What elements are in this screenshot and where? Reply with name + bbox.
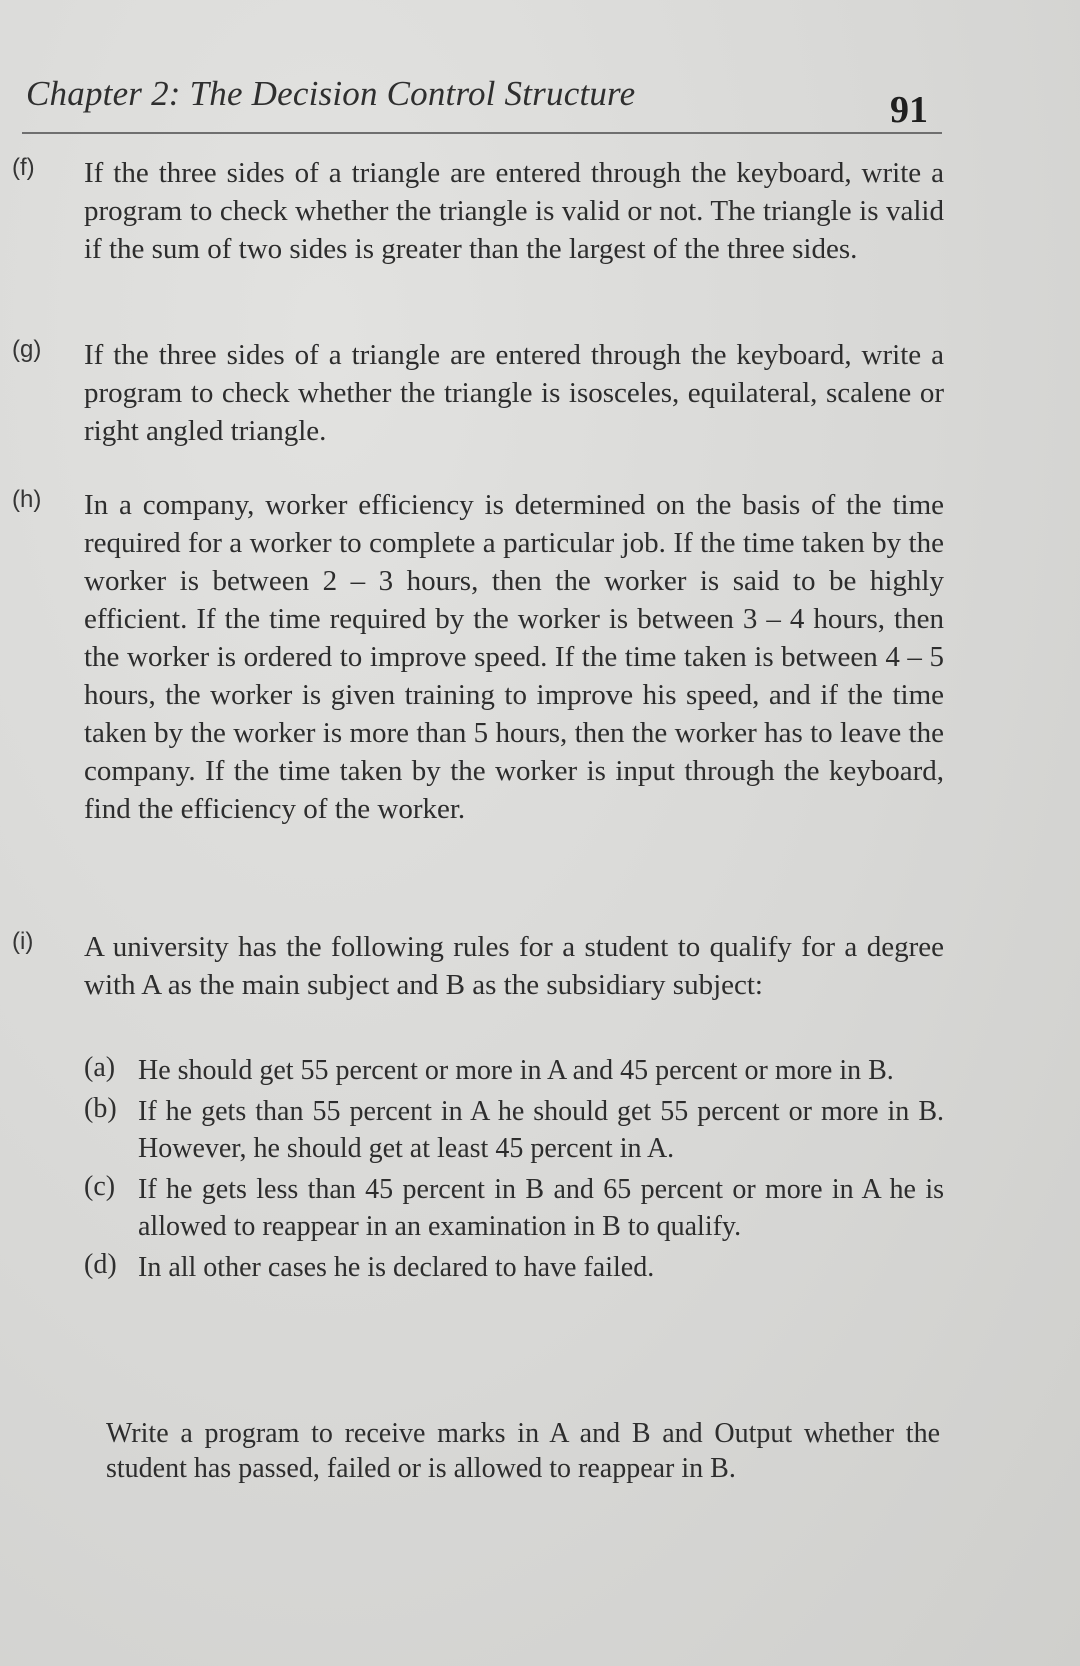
exercise-marker: (f) (12, 154, 35, 181)
rule-item-a (84, 1052, 944, 1089)
page-number: 91 (890, 89, 928, 131)
rule-marker: (a) (84, 1052, 116, 1083)
rule-marker: (c) (84, 1171, 116, 1202)
rule-text: He should get 55 percent or more in A and 45 percent or more in B. (138, 1055, 894, 1086)
rules-list (84, 1052, 944, 1290)
chapter-title: Chapter 2: The Decision Control Structure (26, 74, 636, 113)
rule-item-d (84, 1249, 944, 1286)
rule-text: If he gets than 55 percent in A he should get 55 percent or more in B. However, he should get at least 45 percent in A. (138, 1096, 944, 1164)
exercise-text: If the three sides of a triangle are entered through the keyboard, write a program to check whether the triangle is isosceles, equilateral, scalene or right angled triangle. (84, 339, 944, 447)
exercise-text: A university has the following rules for a student to qualify for a degree with A as the main subject and B as the subsidiary subject: (84, 931, 944, 1001)
exercise-marker: (i) (12, 928, 34, 955)
rule-text: In all other cases he is declared to have failed. (138, 1252, 655, 1283)
exercise-text: In a company, worker efficiency is determined on the basis of the time required for a worker to complete a particular job. If the time taken by the worker is between 2 – 3 hours, then the worker is said to be highly efficient. If the time required by the worker is between 3 – 4 hours, then the worker is ordered to improve speed. If the time taken is between 4 – 5 hours, the worker is given training to improve his speed, and if the time taken by the worker is more than 5 hours, then the worker has to leave the company. If the time taken by the worker is input through the keyboard, find the efficiency of the worker. (84, 489, 944, 825)
rule-text: If he gets less than 45 percent in B and 65 percent or more in A he is allowed to reappear in an examination in B to qualify. (138, 1174, 944, 1242)
closing-instruction: Write a program to receive marks in A and B and Output whether the student has passed, failed or is allowed to reappear in B. (106, 1418, 940, 1484)
exercise-marker: (g) (12, 336, 42, 363)
rule-marker: (d) (84, 1249, 117, 1280)
rule-marker: (b) (84, 1093, 117, 1124)
page-header (22, 70, 942, 134)
exercise-text: If the three sides of a triangle are entered through the keyboard, write a program to check whether the triangle is valid or not. The triangle is valid if the sum of two sides is greater than the largest of the three sides. (84, 157, 944, 265)
rule-item-b (84, 1093, 944, 1167)
exercise-marker: (h) (12, 486, 42, 513)
rule-item-c (84, 1171, 944, 1245)
